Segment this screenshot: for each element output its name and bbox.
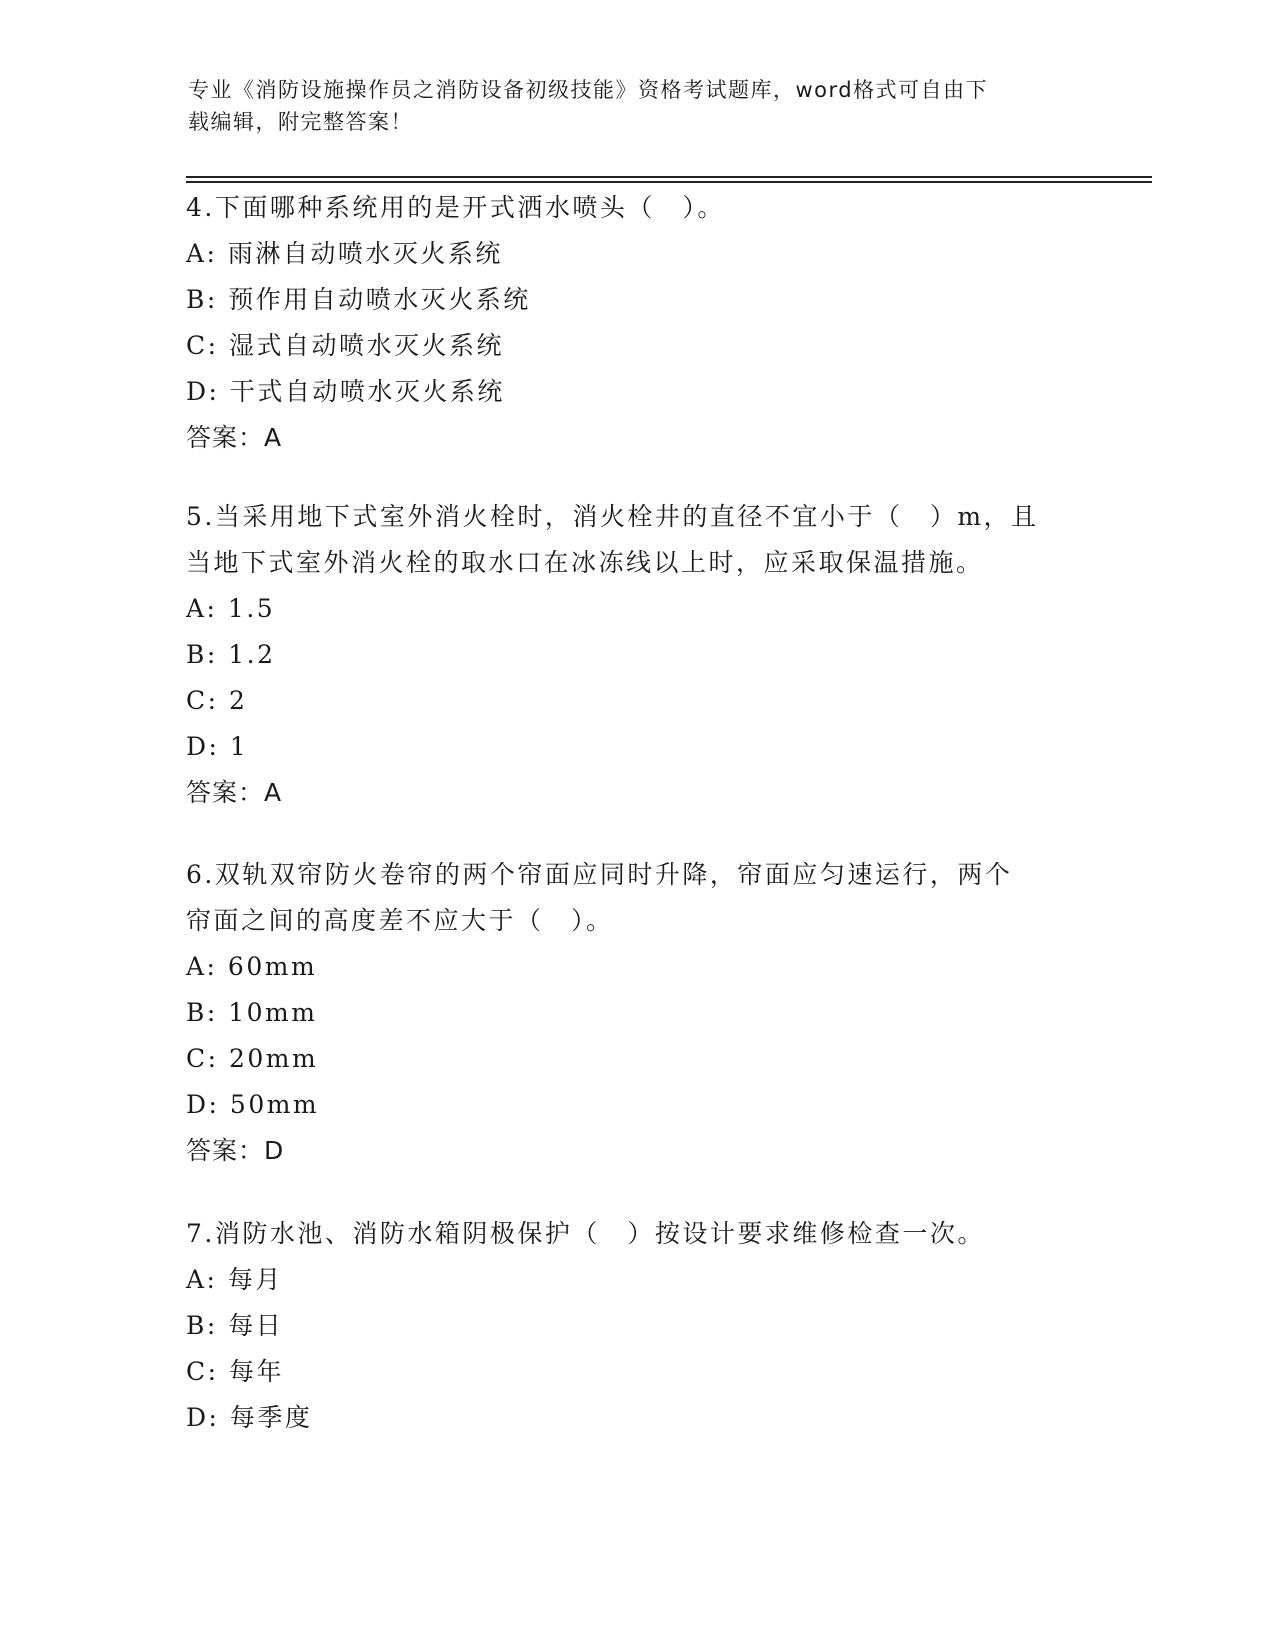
option-a: A: 雨淋自动喷水灭火系统	[186, 239, 503, 268]
header-divider-top	[186, 176, 1152, 178]
header-line-2: 载编辑，附完整答案！	[188, 110, 413, 134]
question-7	[186, 1211, 1086, 1441]
option-b: B: 每日	[186, 1311, 284, 1340]
option-b: B: 10mm	[186, 998, 318, 1027]
option-a: A: 每月	[186, 1265, 283, 1294]
option-a: A: 1.5	[186, 594, 276, 623]
option-a: A: 60mm	[186, 952, 318, 981]
question-stem-line-2: 当地下式室外消火栓的取水口在冰冻线以上时，应采取保温措施。	[186, 548, 984, 577]
question-stem-line-1: 6.双轨双帘防火卷帘的两个帘面应同时升降，帘面应匀速运行，两个	[186, 860, 1013, 889]
option-d: D: 50mm	[186, 1090, 320, 1119]
question-stem: 4.下面哪种系统用的是开式洒水喷头（ ）。	[186, 193, 725, 222]
question-stem-line-1: 5.当采用地下式室外消火栓时，消火栓井的直径不宜小于（ ）m，且	[186, 502, 1039, 531]
answer: 答案：A	[186, 423, 283, 452]
header-line-1: 专业《消防设施操作员之消防设备初级技能》资格考试题库，word格式可自由下	[188, 78, 989, 102]
header-divider-bottom	[186, 181, 1152, 183]
question-5	[186, 494, 1086, 816]
question-4	[186, 185, 1086, 461]
answer: 答案：A	[186, 778, 283, 807]
option-d: D: 每季度	[186, 1403, 313, 1432]
option-c: C: 2	[186, 686, 248, 715]
option-b: B: 1.2	[186, 640, 276, 669]
answer: 答案：D	[186, 1136, 285, 1165]
option-d: D: 1	[186, 732, 249, 761]
option-c: C: 20mm	[186, 1044, 319, 1073]
option-c: C: 湿式自动喷水灭火系统	[186, 331, 504, 360]
document-header	[188, 74, 1068, 138]
question-6	[186, 852, 1086, 1174]
option-b: B: 预作用自动喷水灭火系统	[186, 285, 531, 314]
option-d: D: 干式自动喷水灭火系统	[186, 377, 505, 406]
question-stem: 7.消防水池、消防水箱阴极保护（ ）按设计要求维修检查一次。	[186, 1219, 985, 1248]
option-c: C: 每年	[186, 1357, 284, 1386]
question-stem-line-2: 帘面之间的高度差不应大于（ ）。	[186, 906, 614, 935]
